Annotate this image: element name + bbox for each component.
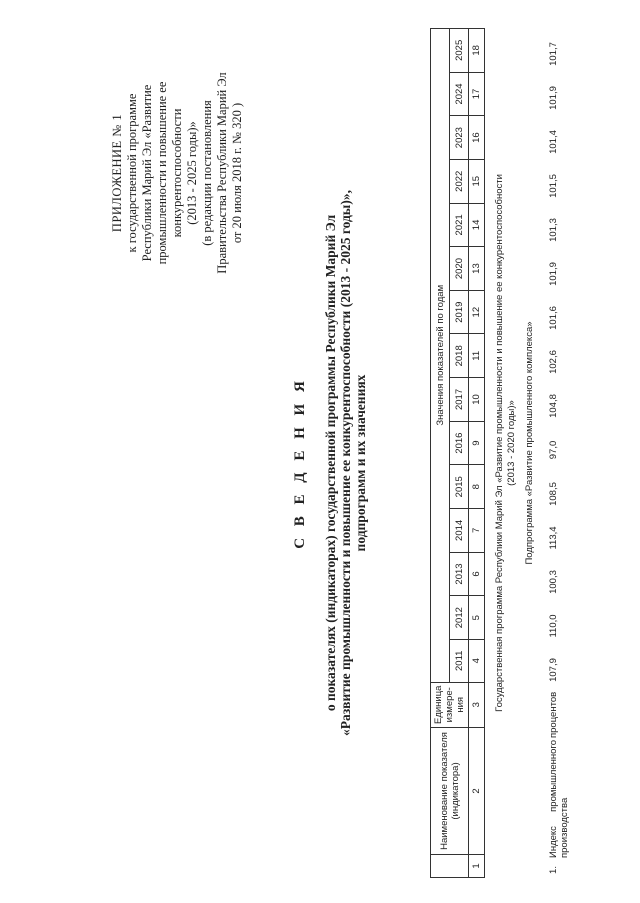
- col-number: 17: [469, 72, 485, 116]
- row-value: 101,5: [548, 174, 559, 198]
- title-line: «Развитие промышленности и повышение ее конкурентоспособности (2013 - 2025 годы)»,: [338, 190, 353, 736]
- year-cell: 2025: [450, 29, 469, 73]
- year-cell: 2022: [450, 159, 469, 203]
- col-number: 7: [469, 509, 485, 553]
- indicators-table: [430, 28, 485, 878]
- col-number: 18: [469, 29, 485, 73]
- subprogram-heading: Подпрограмма «Развитие промышленного комплекса»: [524, 321, 535, 565]
- col-number: 16: [469, 116, 485, 160]
- row-value: 101,9: [548, 86, 559, 110]
- col-number: 15: [469, 159, 485, 203]
- year-cell: 2014: [450, 509, 469, 553]
- row-unit: процентов: [548, 691, 559, 738]
- col-number: 8: [469, 465, 485, 509]
- col-number: 3: [469, 682, 485, 727]
- year-cell: 2018: [450, 334, 469, 378]
- appendix-line: от 20 июля 2018 г. № 320 ): [230, 102, 244, 244]
- year-cell: 2024: [450, 72, 469, 116]
- year-cell: 2023: [450, 116, 469, 160]
- row-indicator-name: Индекс промышленного производства: [548, 740, 570, 858]
- row-value: 101,6: [548, 306, 559, 330]
- year-cell: 2013: [450, 552, 469, 596]
- table-header-row: [431, 29, 450, 878]
- row-value: 102,6: [548, 350, 559, 374]
- row-value: 110,0: [548, 614, 559, 638]
- col-number: 14: [469, 203, 485, 247]
- title-line: о показателях (индикаторах) государственной программы Республики Марий Эл: [323, 214, 338, 712]
- year-cell: 2011: [450, 639, 469, 682]
- col-number: 1: [469, 855, 485, 878]
- year-cell: 2017: [450, 378, 469, 422]
- col-number: 9: [469, 421, 485, 465]
- row-value: 101,3: [548, 218, 559, 242]
- column-number-row: [469, 29, 485, 878]
- appendix-line: Республики Марий Эл «Развитие: [140, 84, 154, 262]
- appendix-line: ПРИЛОЖЕНИЕ № 1: [110, 113, 124, 233]
- row-value: 108,5: [548, 482, 559, 506]
- appendix-line: Правительства Республики Марий Эл: [215, 72, 229, 274]
- appendix-line: (2013 - 2025 годы)»: [185, 121, 199, 225]
- row-value: 101,4: [548, 130, 559, 154]
- title-line: подпрограмм и их значениях: [353, 374, 368, 552]
- col-number: 6: [469, 552, 485, 596]
- col-number: 5: [469, 596, 485, 640]
- row-value: 113,4: [548, 526, 559, 550]
- year-cell: 2020: [450, 247, 469, 291]
- header-name: Наименование показателя (индикатора): [431, 728, 469, 855]
- appendix-line: промышленности и повышение ее: [155, 81, 169, 265]
- header-unit: Единица измере-ния: [431, 682, 469, 727]
- col-number: 4: [469, 639, 485, 682]
- row-value: 107,9: [548, 658, 559, 682]
- col-number: 12: [469, 290, 485, 334]
- header-blank: [431, 855, 469, 878]
- appendix-line: (в редакции постановления: [200, 100, 214, 246]
- col-number: 2: [469, 728, 485, 855]
- row-value: 104,8: [548, 394, 559, 418]
- row-number: 1.: [548, 866, 559, 874]
- col-number: 13: [469, 247, 485, 291]
- col-number: 11: [469, 334, 485, 378]
- year-cell: 2015: [450, 465, 469, 509]
- table-row: [548, 28, 592, 878]
- appendix-block: [110, 63, 245, 283]
- row-value: 97,0: [548, 440, 559, 460]
- appendix-line: конкурентоспособности: [170, 108, 184, 238]
- appendix-line: к государственной программе: [125, 93, 139, 253]
- row-value: 100,3: [548, 570, 559, 594]
- year-cell: 2012: [450, 596, 469, 640]
- header-values: Значения показателей по годам: [431, 29, 450, 683]
- year-cell: 2021: [450, 203, 469, 247]
- year-cell: 2019: [450, 290, 469, 334]
- year-cell: 2016: [450, 421, 469, 465]
- document-title: [292, 143, 368, 783]
- program-heading: Государственная программа Республики Марий Эл «Развитие промышленности и повышение ее конкурентоспособности (2013 - 2020 годы)»: [494, 174, 517, 712]
- row-value: 101,9: [548, 262, 559, 286]
- col-number: 10: [469, 378, 485, 422]
- row-value: 101,7: [548, 42, 559, 66]
- title-heading: С В Е Д Е Н И Я: [292, 377, 308, 549]
